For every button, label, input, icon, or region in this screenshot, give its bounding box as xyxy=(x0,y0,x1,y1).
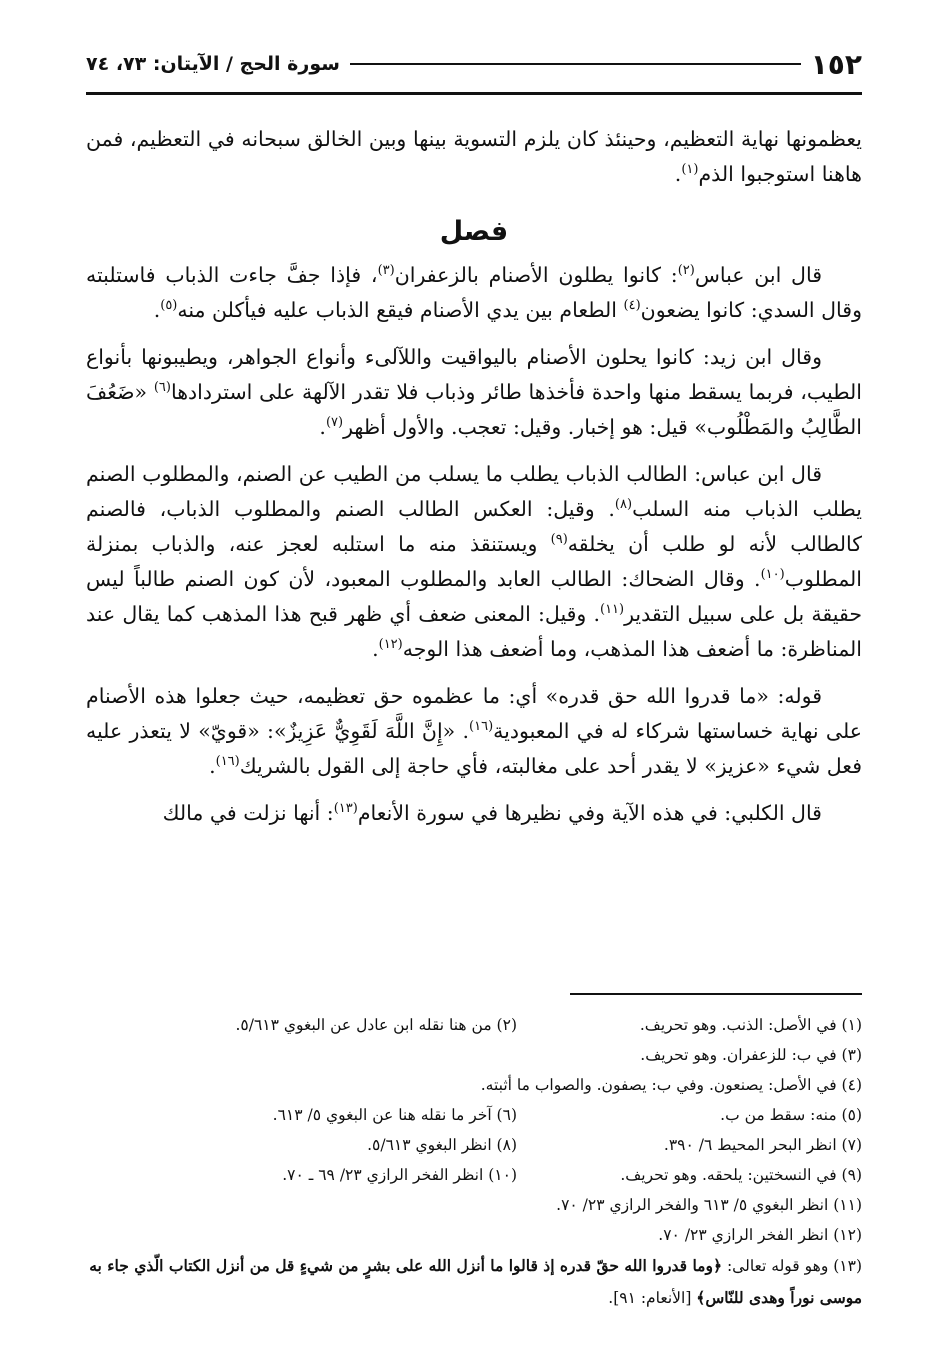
footnote-9: (٩) في النسختين: يلحقه. وهو تحريف. xyxy=(620,1166,862,1184)
quran-verse: ﴿وما قدروا الله حقّ قدره إذ قالوا ما أنزل الله على بشرٍ من شيءٍ قل من أنزل الكتاب الّذي جاء به موسى نوراً وهدى للنّاس﴾ xyxy=(89,1256,862,1307)
footnote-ref: (١٦) xyxy=(215,754,240,770)
footnote-5: (٥) منه: سقط من ب. xyxy=(720,1106,862,1124)
footnote-1: (١) في الأصل: الذنب. وهو تحريف. xyxy=(639,1016,862,1034)
paragraph-6: قال الكلبي: في هذه الآية وفي نظيرها في سورة الأنعام$^{(١٣)}$: أنها نزلت في مالك xyxy=(162,801,822,825)
main-text xyxy=(86,122,862,843)
footnote-row xyxy=(86,1220,862,1250)
footnote-row xyxy=(86,1160,862,1190)
footnote-12: (١٢) انظر الفخر الرازي ٢٣/ ٧٠. xyxy=(658,1226,862,1244)
footnote-ref: (٢) xyxy=(677,263,695,279)
paragraph-4: قال ابن عباس: الطالب الذباب يطلب ما يسلب من الطيب عن الصنم، والمطلوب الصنم يطلب الذباب منه السلب$^{(٨)}$. وقيل: العكس الطالب الصنم والمطلوب الذباب، فالصنم كالطالب لأنه لو طلب أن يخلقه$^{(٩)}$ ويستنقذ منه ما استلبه لعجز عنه، والذباب بمنزلة المطلوب$^{(١٠)}$. وقال الضحاك: الطالب العابد والمطلوب المعبود، لأن كون الصنم طالباً ليس حقيقة بل على سبيل التقدير$^{(١١)}$. وقيل: المعنى ضعف أي ظهر قبح هذا المذهب كما يقال عند المناظرة: ما أضعف هذا المذهب، وما أضعف هذا الوجه$^{(١٢)}$. xyxy=(86,462,862,661)
page-number: ١٥٢ xyxy=(810,47,862,81)
running-title: سورة الحج / الآيتان: ٧٣، ٧٤ xyxy=(86,53,340,75)
footnote-separator xyxy=(570,993,862,995)
footnote-ref: (٩) xyxy=(550,532,568,548)
footnote-7: (٧) انظر البحر المحيط ٦/ ٣٩٠. xyxy=(663,1136,862,1154)
running-header xyxy=(86,44,862,84)
footnote-6: (٦) آخر ما نقله هنا عن البغوي ٥/ ٦١٣. xyxy=(272,1106,517,1124)
footnote-ref: (١٠) xyxy=(760,567,785,583)
paragraph-1: يعظمونها نهاية التعظيم، وحينئذ كان يلزم التسوية بينها وبين الخالق سبحانه في التعظيم، فمن هاهنا استوجبوا الذم$^{(١)}$. xyxy=(86,127,862,186)
footnote-4: (٤) في الأصل: يصنعون. وفي ب: يصفون. والصواب ما أثبته. xyxy=(480,1076,862,1094)
footnote-10: (١٠) انظر الفخر الرازي ٢٣/ ٦٩ ـ ٧٠. xyxy=(282,1166,517,1184)
footnote-ref: (١) xyxy=(681,162,699,178)
footnote-row xyxy=(86,1070,862,1100)
footnote-13: (١٣) وهو قوله تعالى: ﴿وما قدروا الله حقّ قدره إذ قالوا ما أنزل الله على بشرٍ من شيءٍ قل من أنزل الكتاب الّذي جاء به موسى نوراً وهدى للنّاس﴾ [الأنعام: ٩١]. xyxy=(89,1256,862,1307)
header-divider xyxy=(86,92,862,95)
footnote-2: (٢) من هنا نقله ابن عادل عن البغوي ٥/٦١٣. xyxy=(235,1016,517,1034)
footnote-3: (٣) في ب: للزعفران. وهو تحريف. xyxy=(640,1046,862,1064)
footnote-ref: (١٢) xyxy=(378,637,403,653)
footnote-ref: (٧) xyxy=(325,415,344,431)
footnote-ref: (١٦) xyxy=(469,719,494,735)
header-line xyxy=(350,63,801,65)
footnote-ref: (٨) xyxy=(614,497,633,513)
footnote-ref: (٦) xyxy=(153,380,171,396)
footnote-ref: (٥) xyxy=(160,298,178,314)
footnote-ref: (١٣) xyxy=(333,801,358,817)
footnote-8: (٨) انظر البغوي ٥/٦١٣. xyxy=(367,1136,517,1154)
footnote-row xyxy=(86,1040,862,1070)
footnote-ref: (١١) xyxy=(600,602,625,618)
footnote-row xyxy=(86,1010,862,1040)
footnote-row xyxy=(86,1130,862,1160)
footnote-row xyxy=(86,1100,862,1130)
section-heading: فصل xyxy=(439,216,509,247)
paragraph-2: قال ابن عباس$^{(٢)}$: كانوا يطلون الأصنام بالزعفران$^{(٣)}$، فإذا جفَّ جاءت الذباب فاستلبته وقال السدي: كانوا يضعون$^{(٤)}$ الطعام بين يدي الأصنام فيقع الذباب عليه فيأكلن منه$^{(٥)}$. xyxy=(86,263,862,322)
footnote-row xyxy=(86,1190,862,1220)
footnote-ref: (٣) xyxy=(377,263,395,279)
paragraph-3: وقال ابن زيد: كانوا يحلون الأصنام باليواقيت واللآلىء وأنواع الجواهر، ويطيبونها بأنواع الطيب، فربما يسقط منها واحدة فأخذها طائر وذباب فلا تقدر الآلهة على استردادها$^{(٦)}$ «ضَعُفَ الطَّالِبُ والمَطْلُوب» قيل: هو إخبار. وقيل: تعجب. والأول أظهر$^{(٧)}$. xyxy=(86,345,862,439)
paragraph-5: قوله: «ما قدروا الله حق قدره» أي: ما عظموه حق تعظيمه، حيث جعلوا هذه الأصنام على نهاية خساستها شركاء له في المعبودية$^{(١٦)}$. «إِنَّ اللَّهَ لَقَوِيٌّ عَزِيزٌ»: «قويّ» لا يتعذر عليه فعل شيء «عزيز» لا يقدر أحد على مغالبته، فأي حاجة إلى القول بالشريك$^{(١٦)}$. xyxy=(86,684,862,778)
footnote-ref: (٤) xyxy=(623,298,641,314)
footnotes xyxy=(86,1010,862,1314)
footnote-11: (١١) انظر البغوي ٥/ ٦١٣ والفخر الرازي ٢٣/ ٧٠. xyxy=(556,1196,862,1214)
